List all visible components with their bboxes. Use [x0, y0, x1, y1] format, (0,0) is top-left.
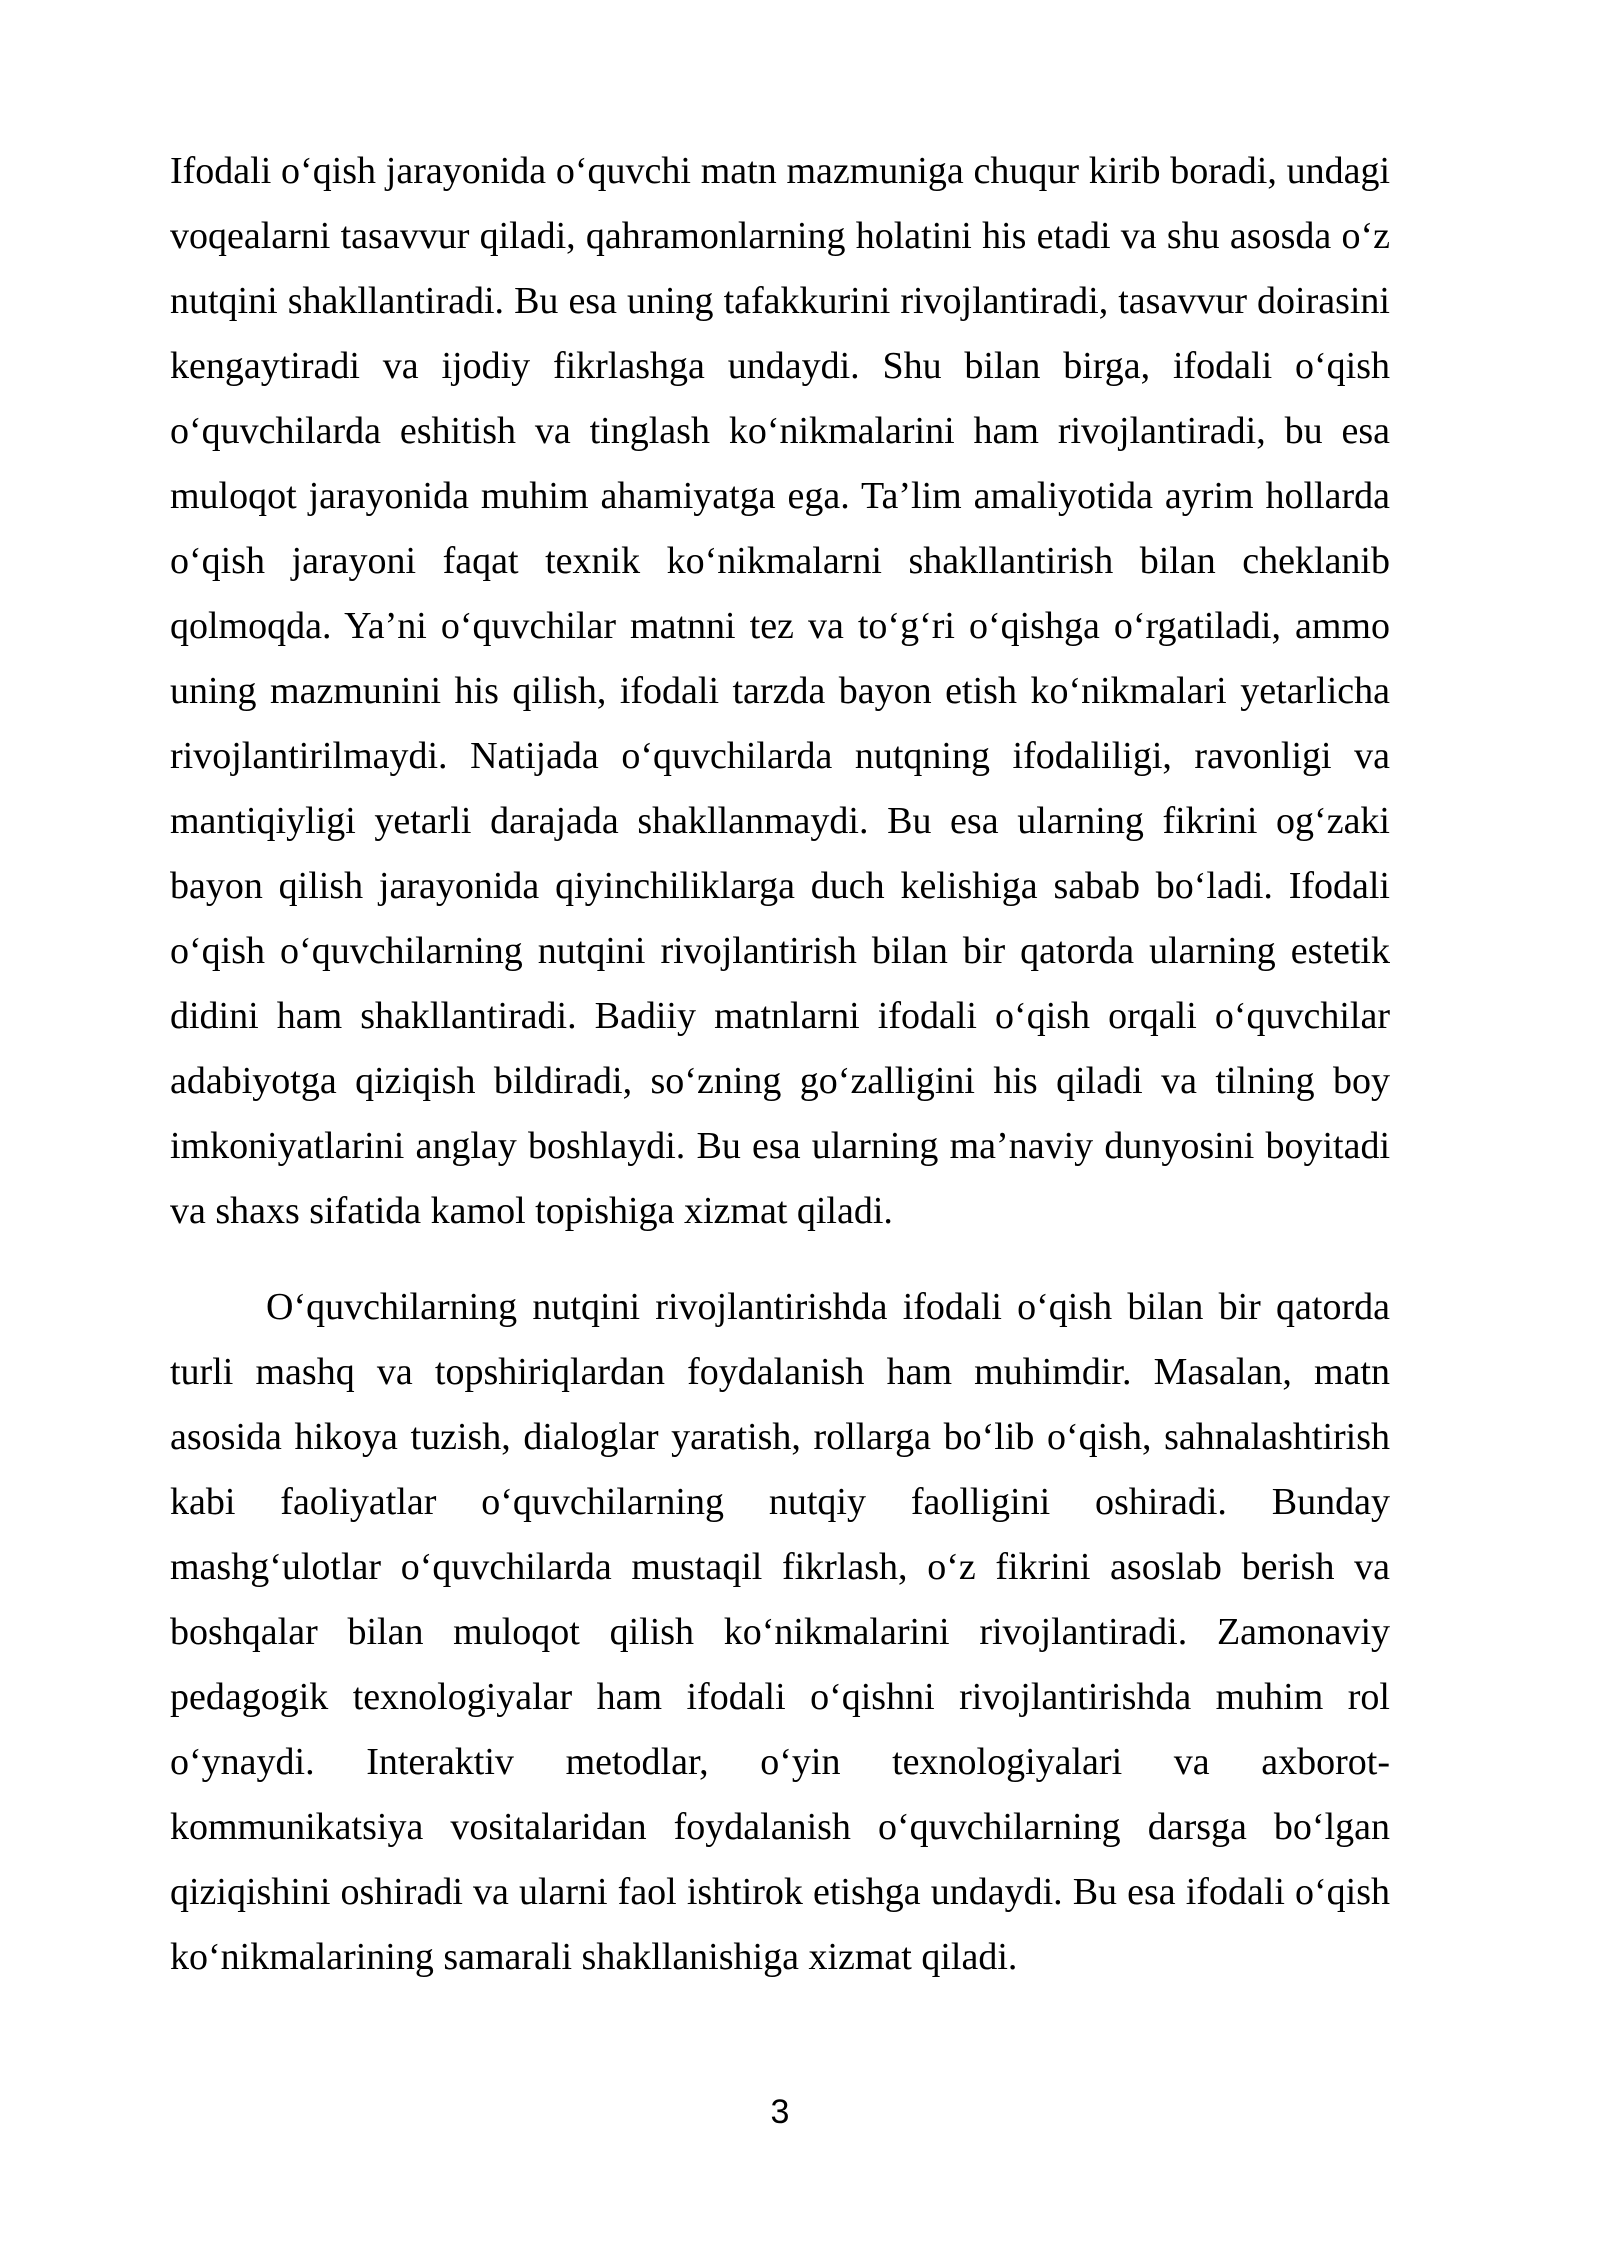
- page-footer: [170, 2095, 1390, 2129]
- paragraph-2: O‘quvchilarning nutqini rivojlantirishda ifodali o‘qish bilan bir qatorda turli mashq va topshiriqlardan foydalanish ham muhimdir. Masalan, matn asosida hikoya tuzish, dialoglar yaratish, rollarga bo‘lib o‘qish, sahnalashtirish kabi faoliyatlar o‘quvchilarning nutqiy faolligini oshiradi. Bunday mashg‘ulotlar o‘quvchilarda mustaqil fikrlash, o‘z fikrini asoslab berish va boshqalar bilan muloqot qilish ko‘nikmalarini rivojlantiradi. Zamonaviy pedagogik texnologiyalar ham ifodali o‘qishni rivojlantirishda muhim rol o‘ynaydi. Interaktiv metodlar, o‘yin texnologiyalari va axborot-kommunikatsiya vositalaridan foydalanish o‘quvchilarning darsga bo‘lgan qiziqishini oshiradi va ularni faol ishtirok etishga undaydi. Bu esa ifodali o‘qish ko‘nikmalarining samarali shakllanishiga xizmat qiladi.: [170, 1286, 1390, 1978]
- page-number: 3: [770, 2093, 790, 2131]
- document-text-block: [170, 139, 1390, 1990]
- paragraph-1: Ifodali o‘qish jarayonida o‘quvchi matn mazmuniga chuqur kirib boradi, undagi voqealarni tasavvur qiladi, qahramonlarning holatini his etadi va shu asosda o‘z nutqini shakllantiradi. Bu esa uning tafakkurini rivojlantiradi, tasavvur doirasini kengaytiradi va ijodiy fikrlashga undaydi. Shu bilan birga, ifodali o‘qish o‘quvchilarda eshitish va tinglash ko‘nikmalarini ham rivojlantiradi, bu esa muloqot jarayonida muhim ahamiyatga ega. Ta’lim amaliyotida ayrim hollarda o‘qish jarayoni faqat texnik ko‘nikmalarni shakllantirish bilan cheklanib qolmoqda. Ya’ni o‘quvchilar matnni tez va to‘g‘ri o‘qishga o‘rgatiladi, ammo uning mazmunini his qilish, ifodali tarzda bayon etish ko‘nikmalari yetarlicha rivojlantirilmaydi. Natijada o‘quvchilarda nutqning ifodaliligi, ravonligi va mantiqiyligi yetarli darajada shakllanmaydi. Bu esa ularning fikrini og‘zaki bayon qilish jarayonida qiyinchiliklarga duch kelishiga sabab bo‘ladi. Ifodali o‘qish o‘quvchilarning nutqini rivojlantirish bilan bir qatorda ularning estetik didini ham shakllantiradi. Badiiy matnlarni ifodali o‘qish orqali o‘quvchilar adabiyotga qiziqish bildiradi, so‘zning go‘zalligini his qiladi va tilning boy imkoniyatlarini anglay boshlaydi. Bu esa ularning ma’naviy dunyosini boyitadi va shaxs sifatida kamol topishiga xizmat qiladi.: [170, 150, 1390, 1232]
